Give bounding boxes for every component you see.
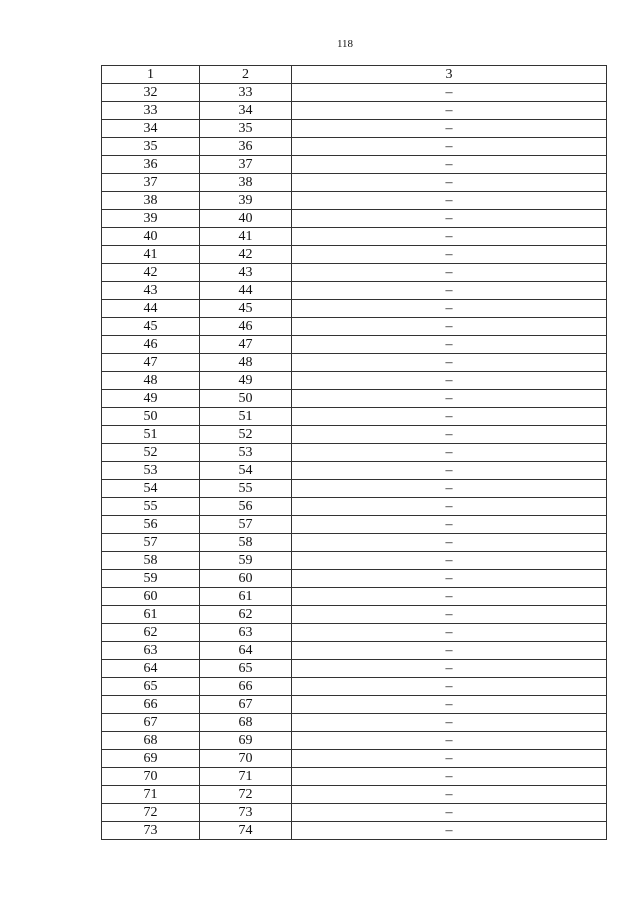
table-row [102,714,607,732]
table-cell-col2: 40 [200,210,292,228]
table-cell-col2: 56 [200,498,292,516]
table-cell-col3: – [292,786,607,804]
table-cell-col3: – [292,804,607,822]
table-cell-col3: – [292,282,607,300]
table-cell-col1: 47 [102,354,200,372]
table-cell-col2: 55 [200,480,292,498]
table-cell-col3: – [292,120,607,138]
table-cell-col1: 54 [102,480,200,498]
table-row [102,102,607,120]
table-row [102,786,607,804]
table-cell-col1: 64 [102,660,200,678]
page-number: 118 [336,38,354,50]
header-cell-1: 1 [102,66,200,84]
table-cell-col3: – [292,156,607,174]
table-cell-col2: 73 [200,804,292,822]
table-cell-col1: 57 [102,534,200,552]
table-cell-col1: 34 [102,120,200,138]
table-row [102,138,607,156]
header-cell-3: 3 [292,66,607,84]
table-cell-col3: – [292,624,607,642]
table-cell-col3: – [292,696,607,714]
table-cell-col3: – [292,570,607,588]
table-cell-col2: 48 [200,354,292,372]
table-cell-col3: – [292,750,607,768]
table-cell-col1: 44 [102,300,200,318]
table-cell-col3: – [292,354,607,372]
table-row [102,732,607,750]
table-row [102,408,607,426]
table-cell-col3: – [292,534,607,552]
table-cell-col3: – [292,174,607,192]
table-cell-col1: 71 [102,786,200,804]
table-cell-col2: 61 [200,588,292,606]
table-cell-col2: 38 [200,174,292,192]
table-cell-col2: 67 [200,696,292,714]
table-cell-col3: – [292,210,607,228]
table-cell-col2: 64 [200,642,292,660]
table-cell-col1: 35 [102,138,200,156]
table-cell-col1: 68 [102,732,200,750]
table-row [102,156,607,174]
table-row [102,606,607,624]
table-cell-col2: 71 [200,768,292,786]
table-cell-col2: 37 [200,156,292,174]
table-row [102,642,607,660]
table-cell-col3: – [292,516,607,534]
table-cell-col3: – [292,714,607,732]
table-cell-col2: 54 [200,462,292,480]
table-row [102,390,607,408]
table-cell-col2: 60 [200,570,292,588]
table-cell-col2: 63 [200,624,292,642]
table-row [102,264,607,282]
table-cell-col2: 53 [200,444,292,462]
table-cell-col1: 45 [102,318,200,336]
table-cell-col3: – [292,408,607,426]
table-cell-col2: 74 [200,822,292,840]
table-cell-col2: 66 [200,678,292,696]
table-row [102,768,607,786]
table-cell-col1: 69 [102,750,200,768]
table-cell-col1: 72 [102,804,200,822]
table-cell-col1: 39 [102,210,200,228]
table-cell-col1: 58 [102,552,200,570]
table-cell-col1: 56 [102,516,200,534]
table-cell-col1: 52 [102,444,200,462]
table-cell-col2: 62 [200,606,292,624]
table-cell-col3: – [292,498,607,516]
table-cell-col1: 55 [102,498,200,516]
table-cell-col3: – [292,660,607,678]
table-cell-col1: 73 [102,822,200,840]
table-row [102,588,607,606]
table-cell-col2: 68 [200,714,292,732]
table-cell-col3: – [292,678,607,696]
table-row [102,354,607,372]
table-cell-col3: – [292,732,607,750]
table-row [102,660,607,678]
table-cell-col1: 53 [102,462,200,480]
table-row [102,372,607,390]
table-cell-col2: 33 [200,84,292,102]
table-cell-col2: 72 [200,786,292,804]
table-cell-col2: 44 [200,282,292,300]
table-cell-col3: – [292,426,607,444]
table-cell-col3: – [292,318,607,336]
table-cell-col1: 37 [102,174,200,192]
table-row [102,282,607,300]
table-row [102,336,607,354]
table-cell-col2: 39 [200,192,292,210]
table-row [102,192,607,210]
table-row [102,498,607,516]
table-cell-col2: 41 [200,228,292,246]
table-cell-col2: 36 [200,138,292,156]
table-cell-col1: 48 [102,372,200,390]
table-cell-col1: 46 [102,336,200,354]
table-cell-col2: 65 [200,660,292,678]
table-cell-col3: – [292,336,607,354]
table-row [102,570,607,588]
table-cell-col3: – [292,84,607,102]
table-cell-col3: – [292,642,607,660]
table-cell-col3: – [292,264,607,282]
table-cell-col1: 36 [102,156,200,174]
table-row [102,804,607,822]
table-row [102,552,607,570]
table-cell-col1: 70 [102,768,200,786]
table-cell-col1: 50 [102,408,200,426]
table-cell-col3: – [292,462,607,480]
table-row [102,174,607,192]
table-row [102,210,607,228]
table-cell-col1: 42 [102,264,200,282]
table-row [102,228,607,246]
table-cell-col2: 51 [200,408,292,426]
table-cell-col3: – [292,228,607,246]
table-header-row [102,66,607,84]
table-row [102,624,607,642]
table-cell-col3: – [292,606,607,624]
table-row [102,426,607,444]
table-cell-col1: 65 [102,678,200,696]
table-cell-col1: 33 [102,102,200,120]
table-cell-col1: 49 [102,390,200,408]
table-cell-col2: 45 [200,300,292,318]
table-cell-col3: – [292,102,607,120]
table-cell-col1: 41 [102,246,200,264]
table-cell-col3: – [292,768,607,786]
table-row [102,534,607,552]
table-row [102,300,607,318]
table-cell-col3: – [292,588,607,606]
table-cell-col3: – [292,552,607,570]
table-row [102,696,607,714]
table-cell-col2: 43 [200,264,292,282]
table-cell-col2: 47 [200,336,292,354]
table-row [102,462,607,480]
table-cell-col1: 63 [102,642,200,660]
table-cell-col1: 60 [102,588,200,606]
table-cell-col2: 50 [200,390,292,408]
table-cell-col1: 38 [102,192,200,210]
table-cell-col1: 40 [102,228,200,246]
table-cell-col1: 32 [102,84,200,102]
table-cell-col3: – [292,480,607,498]
table-row [102,444,607,462]
table-cell-col2: 58 [200,534,292,552]
table-cell-col1: 66 [102,696,200,714]
table-row [102,246,607,264]
table-cell-col2: 57 [200,516,292,534]
table-cell-col3: – [292,372,607,390]
table-cell-col2: 35 [200,120,292,138]
table-cell-col3: – [292,246,607,264]
table-row [102,84,607,102]
table-row [102,516,607,534]
table-cell-col2: 34 [200,102,292,120]
table-cell-col3: – [292,390,607,408]
header-cell-2: 2 [200,66,292,84]
table-cell-col1: 67 [102,714,200,732]
table-cell-col3: – [292,444,607,462]
table-cell-col1: 43 [102,282,200,300]
table-row [102,750,607,768]
table-row [102,822,607,840]
table-cell-col1: 59 [102,570,200,588]
table-row [102,480,607,498]
table-cell-col3: – [292,138,607,156]
table-cell-col1: 51 [102,426,200,444]
table-cell-col2: 52 [200,426,292,444]
table-cell-col2: 59 [200,552,292,570]
table-cell-col1: 62 [102,624,200,642]
table-cell-col2: 69 [200,732,292,750]
table-cell-col3: – [292,300,607,318]
table-row [102,120,607,138]
data-table [101,65,607,840]
table-cell-col3: – [292,822,607,840]
table-cell-col1: 61 [102,606,200,624]
table-row [102,678,607,696]
table-cell-col2: 42 [200,246,292,264]
table-cell-col2: 49 [200,372,292,390]
table-row [102,318,607,336]
table-cell-col2: 46 [200,318,292,336]
table-cell-col2: 70 [200,750,292,768]
table-cell-col3: – [292,192,607,210]
